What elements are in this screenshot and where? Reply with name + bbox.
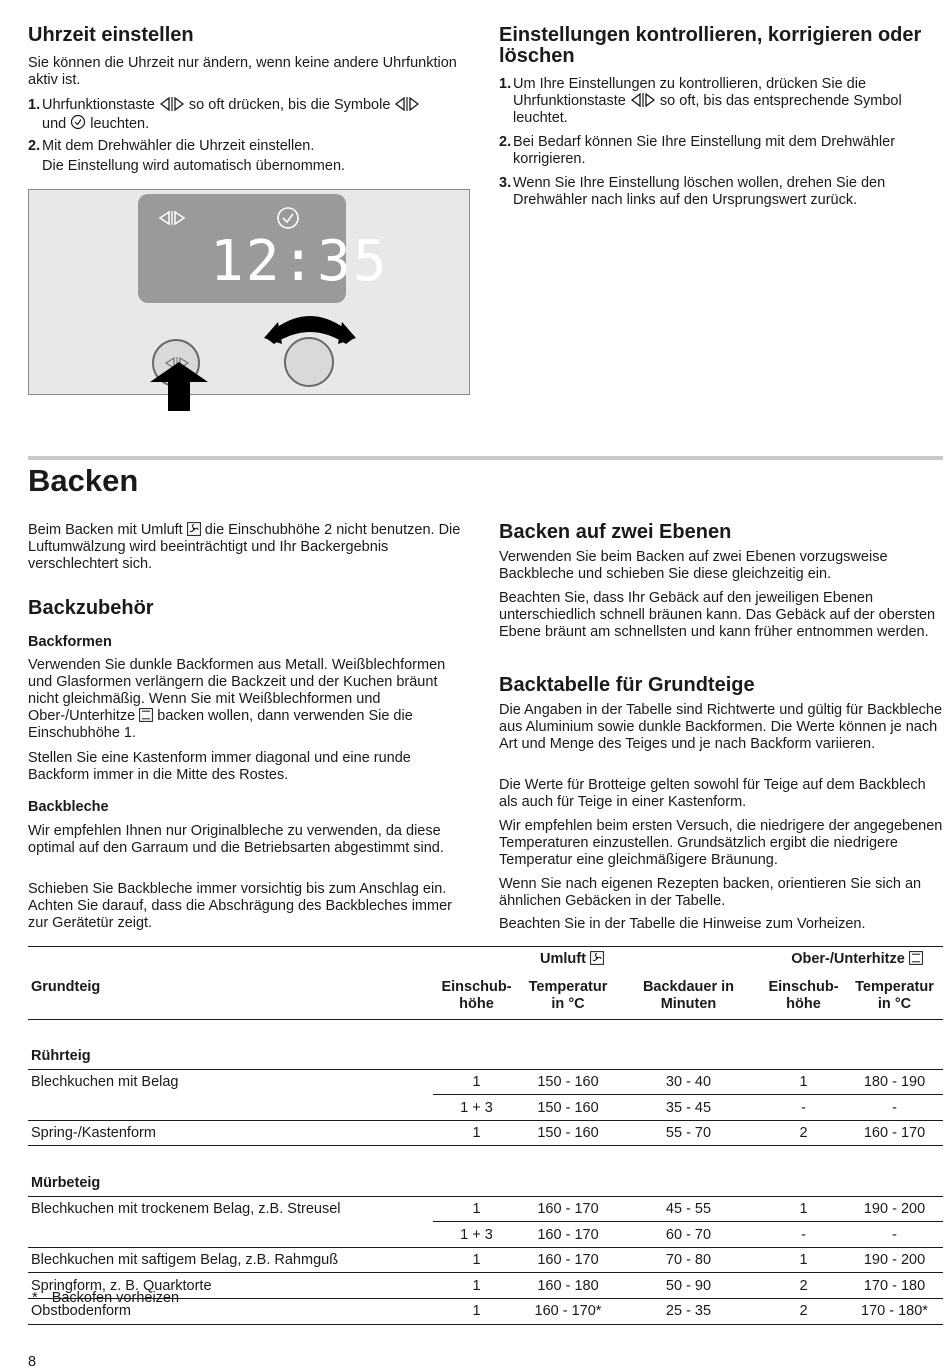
- backtabelle-text-4: Wenn Sie nach eigenen Rezepten backen, orientieren Sie sich an ähnlichen Gebäcken in der Tabelle.: [499, 876, 922, 909]
- backbleche-text-2: Schieben Sie Backbleche immer vorsichtig bis zum Anschlag ein. Achten Sie darauf, dass die Abschrägung des Backbleches immer zur Gerätetür zeigt.: [28, 881, 452, 931]
- header-text: Einschub-: [441, 979, 512, 995]
- cell: 2: [799, 1303, 808, 1320]
- backformen-text-2: Stellen Sie eine Kastenform immer diagonal und eine runde Backform immer in die Mitte des Rostes.: [28, 750, 411, 783]
- backen-title: Backen: [28, 463, 139, 498]
- clock-title: Uhrzeit einstellen: [28, 24, 194, 46]
- header-backdauer: [616, 971, 761, 1019]
- cell: 1: [761, 1196, 846, 1222]
- cell: 190 - 200: [846, 1196, 943, 1222]
- step-number: 2.: [499, 134, 512, 150]
- step-text: und: [42, 116, 67, 132]
- footnote-mark: *: [32, 1290, 38, 1306]
- clock-display-icon: [276, 206, 300, 230]
- intro-text: Beim Backen mit Umluft: [28, 522, 183, 538]
- cell-grundteig: Blechkuchen mit Belag: [31, 1074, 179, 1091]
- clock-intro: Sie können die Uhrzeit nur ändern, wenn keine andere Uhrfunktion aktiv ist.: [28, 55, 457, 88]
- table-row: [28, 1095, 943, 1121]
- clock-function-icon: [394, 97, 420, 111]
- backformen-title: Backformen: [28, 634, 112, 650]
- clock-step-1: [28, 97, 471, 133]
- cell: 70 - 80: [665, 1252, 712, 1269]
- table-group-header-row: [28, 946, 943, 971]
- cell: 50 - 90: [665, 1277, 712, 1294]
- backtabelle-text-1: Die Angaben in der Tabelle sind Richtwerte und gültig für Backbleche aus Aluminium sowie dunkle Backformen. Die Werte können je nach Art und Menge des Teiges und je nach Backform variieren.: [499, 702, 943, 752]
- section-row: [28, 1171, 943, 1196]
- table-footnote: [32, 1290, 179, 1307]
- cell: 1: [799, 1252, 808, 1269]
- oven-display: [138, 194, 389, 303]
- cell: 170 - 180*: [861, 1303, 928, 1320]
- intro-text: die Einschubhöhe 2 nicht benutzen. Die Luftumwälzung wird beeinträchtigt und Ihr Backergebnis verschlechtert sich.: [28, 522, 461, 572]
- convection-fan-icon: [187, 522, 201, 536]
- table-row: [28, 1222, 943, 1248]
- table-row: [28, 1120, 943, 1146]
- header-einschub: [761, 971, 846, 1019]
- cell: -: [801, 1226, 806, 1243]
- cell: 170 - 180: [863, 1277, 926, 1294]
- header-einschub: [433, 971, 520, 1019]
- press-arrow-icon: [148, 360, 210, 412]
- step-number: 3.: [499, 175, 512, 191]
- step-text: Mit dem Drehwähler die Uhrzeit einstellen.: [42, 138, 315, 154]
- header-text: Temperatur: [528, 979, 608, 995]
- cell: 1: [761, 1069, 846, 1095]
- header-text: in °C: [551, 996, 585, 1012]
- step-text: so oft drücken, bis die Symbole: [188, 97, 391, 113]
- cell-grundteig: Spring-/Kastenform: [31, 1125, 156, 1142]
- cell: 2: [799, 1277, 808, 1294]
- backbleche-text-1: Wir empfehlen Ihnen nur Originalbleche zu verwenden, da diese optimal auf den Garraum und die Betriebsarten abgestimmt sind.: [28, 823, 444, 856]
- backtabelle-text-2: Die Werte für Brotteige gelten sowohl für Teige auf dem Backblech als auch für Teige in einer Kastenform.: [499, 777, 926, 810]
- step-text: Wenn Sie Ihre Einstellung löschen wollen, drehen Sie den Drehwähler nach links auf den Ursprungswert zurück.: [513, 175, 886, 208]
- cell: 25 - 35: [665, 1303, 712, 1320]
- step-number: 1.: [499, 76, 512, 92]
- zwei-ebenen-title: Backen auf zwei Ebenen: [499, 521, 732, 543]
- paragraph-text: Verwenden Sie dunkle Backformen aus Metall. Weißblechformen und Glasformen verlängern die Backzeit und der Kuchen bräunt nicht gleichmäßig. Wenn Sie mit Weißblechformen und Ober-/Unterhitze: [28, 657, 446, 724]
- cell: 35 - 45: [665, 1099, 712, 1116]
- backformen-text-1: [28, 657, 471, 742]
- baking-table: [28, 946, 943, 1325]
- step-text: so oft, bis das entsprechende Symbol leuchtet.: [513, 93, 902, 126]
- header-text: höhe: [459, 996, 494, 1012]
- cell: 150 - 160: [537, 1099, 599, 1116]
- cell: 60 - 70: [665, 1226, 712, 1243]
- clock-step-2: [28, 138, 471, 155]
- cell: 180 - 190: [846, 1069, 943, 1095]
- header-text: Minuten: [660, 996, 717, 1012]
- step-text: Bei Bedarf können Sie Ihre Einstellung mit dem Drehwähler korrigieren.: [513, 134, 896, 167]
- cell: 1 + 3: [460, 1099, 493, 1116]
- zwei-ebenen-text-2: Beachten Sie, dass Ihr Gebäck auf den jeweiligen Ebenen unterschiedlich schnell bräunen kann. Das Gebäck auf der obersten Ebene bräunt am schnellsten und kann früher entnommen werden.: [499, 590, 936, 640]
- cell-grundteig: [28, 1222, 433, 1248]
- cell: 1: [472, 1303, 481, 1320]
- cell: 190 - 200: [863, 1252, 926, 1269]
- display-time: 12:35: [210, 229, 389, 294]
- header-text: höhe: [786, 996, 821, 1012]
- settings-step-2: [499, 134, 943, 168]
- section-row: [28, 1044, 943, 1069]
- settings-step-1: [499, 76, 943, 127]
- settings-step-3: [499, 175, 943, 209]
- step-text: Um Ihre Einstellungen zu kontrollieren, drücken Sie die Uhrfunktionstaste: [513, 76, 867, 109]
- oberunter-group-header: [761, 946, 943, 971]
- footnote-text: Backofen vorheizen: [51, 1290, 180, 1306]
- header-temperatur: [520, 971, 616, 1019]
- zwei-ebenen-text-1: Verwenden Sie beim Backen auf zwei Ebenen vorzugsweise Backbleche und schieben Sie diese gleichzeitig ein.: [499, 549, 888, 582]
- cell-grundteig: Springform, z. B. Quarktorte: [31, 1277, 212, 1294]
- clock-function-display-icon: [157, 210, 187, 226]
- group-label: Ober-/Unterhitze: [791, 950, 905, 967]
- clock-function-icon: [630, 93, 656, 107]
- cell: 45 - 55: [616, 1196, 761, 1222]
- cell: 1: [472, 1277, 481, 1294]
- step-text: Uhrfunktionstaste: [42, 97, 155, 113]
- clock-function-icon: [159, 97, 185, 111]
- cell: 160 - 170: [520, 1196, 616, 1222]
- page-number: 8: [28, 1354, 37, 1370]
- header-text: Backdauer in: [642, 979, 735, 995]
- cell: 1: [472, 1125, 481, 1142]
- cell: -: [892, 1226, 897, 1243]
- cell-grundteig: [28, 1095, 433, 1121]
- cell: 55 - 70: [665, 1125, 712, 1142]
- clock-note: Die Einstellung wird automatisch übernommen.: [42, 158, 346, 174]
- header-grundteig: Grundteig: [31, 979, 101, 995]
- backtabelle-title: Backtabelle für Grundteige: [499, 674, 755, 696]
- table-header-row: [28, 971, 943, 1019]
- cell: -: [801, 1099, 806, 1116]
- cell: 150 - 160: [537, 1125, 599, 1142]
- header-temperatur: [846, 971, 943, 1019]
- cell: -: [892, 1099, 897, 1116]
- top-bottom-heat-icon: [909, 951, 923, 965]
- rotate-arrow-icon: [264, 308, 356, 348]
- cell: 1: [472, 1252, 481, 1269]
- section-label: Rührteig: [31, 1048, 91, 1065]
- backtabelle-text-3: Wir empfehlen beim ersten Versuch, die niedrigere der angegebenen Temperaturen einzustellen. Grundsätzlich ergibt die niedrigere Temperatur eine gleichmäßigere Bräunung.: [499, 818, 943, 868]
- cell-grundteig: Obstbodenform: [31, 1303, 131, 1320]
- step-text: leuchten.: [90, 116, 150, 132]
- header-text: Temperatur: [855, 979, 934, 995]
- cell: 30 - 40: [616, 1069, 761, 1095]
- cell: 160 - 170: [863, 1125, 926, 1142]
- cell: 160 - 170: [537, 1252, 599, 1269]
- paragraph-text: backen wollen, dann verwenden Sie die Einschubhöhe 1.: [28, 708, 413, 741]
- convection-fan-icon: [590, 951, 604, 965]
- header-text: in °C: [877, 996, 912, 1012]
- cell-grundteig: Blechkuchen mit trockenem Belag, z.B. Streusel: [31, 1201, 341, 1218]
- backen-intro: [28, 522, 471, 573]
- top-bottom-heat-icon: [139, 708, 153, 722]
- backbleche-title: Backbleche: [28, 799, 109, 815]
- section-divider: [28, 456, 943, 460]
- backzubehoer-title: Backzubehör: [28, 597, 154, 619]
- cell: 160 - 170: [537, 1226, 599, 1243]
- cell: 1: [433, 1069, 520, 1095]
- cell: 160 - 180: [537, 1277, 599, 1294]
- cell: 150 - 160: [520, 1069, 616, 1095]
- clock-icon: [70, 114, 86, 130]
- cell: 160 - 170*: [534, 1303, 602, 1320]
- step-number: 2.: [28, 138, 41, 154]
- cell: 1 + 3: [460, 1226, 493, 1243]
- group-label: Umluft: [540, 950, 586, 967]
- section-label: Mürbeteig: [31, 1175, 101, 1192]
- cell: 1: [433, 1196, 520, 1222]
- umluft-group-header: [433, 946, 761, 971]
- cell: 2: [799, 1125, 808, 1142]
- table-row: [28, 1196, 943, 1222]
- cell-grundteig: Blechkuchen mit saftigem Belag, z.B. Rahmguß: [31, 1252, 339, 1269]
- settings-title: Einstellungen kontrollieren, korrigieren oder löschen: [499, 24, 922, 67]
- header-text: Einschub-: [768, 979, 839, 995]
- step-number: 1.: [28, 97, 41, 113]
- backtabelle-text-5: Beachten Sie in der Tabelle die Hinweise zum Vorheizen.: [499, 916, 866, 932]
- table-row: [28, 1069, 943, 1095]
- table-row: [28, 1247, 943, 1273]
